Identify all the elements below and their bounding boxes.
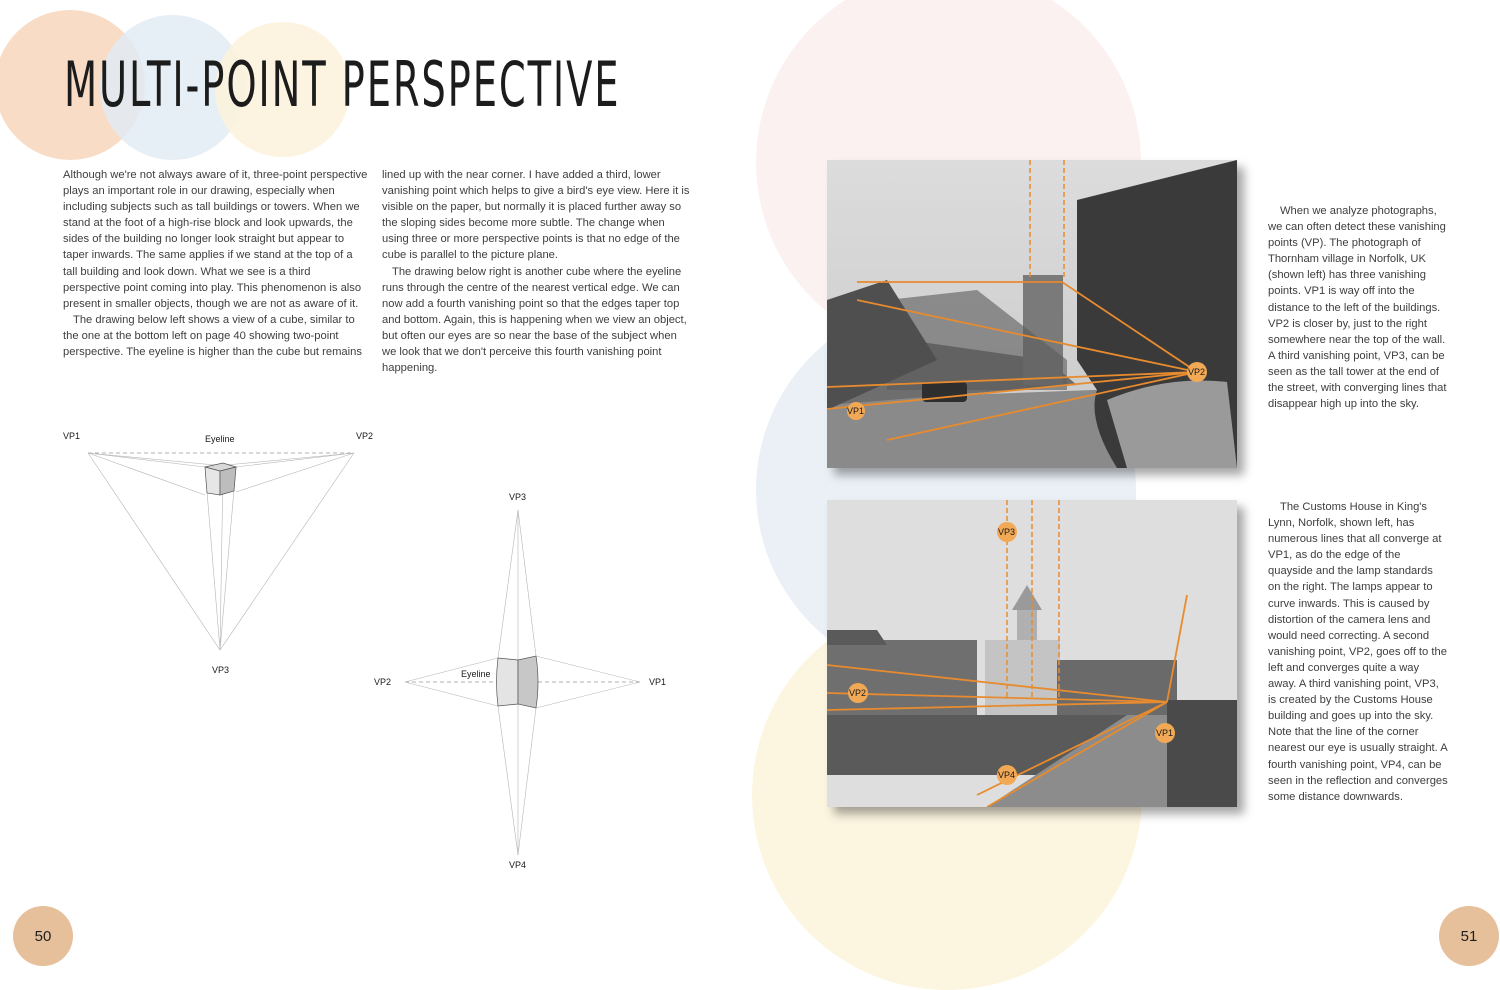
body-column-left [63,167,369,360]
page-title: MULTI-POINT PERSPECTIVE [64,48,621,121]
thornham-village-photo [827,160,1237,468]
caption-thornham [1268,203,1448,412]
vp1-label: VP1 [63,431,81,441]
vp3-label: VP3 [509,492,527,502]
vp3-marker: VP3 [998,527,1016,537]
vp1-marker: VP1 [847,406,865,416]
vp2-marker: VP2 [849,688,867,698]
page-number-left: 50 [13,906,73,966]
vp1-label: VP1 [649,677,667,687]
paragraph: The drawing below left shows a view of a cube, similar to the one at the bottom left on page 40 showing two-point perspective. The eyeline is higher than the cube but remains [63,313,362,359]
vp4-marker: VP4 [998,770,1016,780]
eyeline-label: Eyeline [461,669,491,679]
paragraph: The drawing below right is another cube where the eyeline runs through the centre of the nearest vertical edge. We can now add a fourth vanishing point so that the edges taper top and bottom. Again, this is happening when we view an object, but often our eyes are so near the base of the subject when we look that we don't perceive this fourth vanishing point happening. [382,265,687,375]
paragraph: lined up with the near corner. I have added a third, lower vanishing point which helps to give a bird's eye view. Here it is visible on the paper, but normally it is placed further away so the sloping sides become more subtle. The change when using three or more perspective points is that no edge of the cube is parallel to the picture plane. [382,169,690,262]
eyeline-label: Eyeline [205,434,235,444]
vp4-label: VP4 [509,860,527,870]
customs-house-photo [827,500,1237,807]
caption-text: When we analyze photographs, we can often detect these vanishing points (VP). The photograph of Thornham village in Norfolk, UK (shown left) has three vanishing points. VP1 is way off into the distance to the left of the buildings. VP2 is closer by, just to the right somewhere near the top of the wall. A third vanishing point, VP3, can be seen as the tall tower at the end of the street, with converging lines that disappear high up into the sky. [1268,205,1447,411]
page-number-right: 51 [1439,906,1499,966]
vp2-label: VP2 [374,677,392,687]
vp1-marker: VP1 [1156,728,1174,738]
caption-text: The Customs House in King's Lynn, Norfolk, shown left, has numerous lines that all converge at VP1, as do the edge of the quayside and the lamp standards on the right. The lamps appear to curve inwards. This is caused by distortion of the camera lens and would need correcting. A second vanishing point, VP2, goes off to the left and converges quite a way away. A third vanishing point, VP3, is created by the Customs House building and goes up into the sky. Note that the line of the corner nearest our eye is usually straight. A fourth vanishing point, VP4, can be seen in the reflection and converges some distance downwards. [1268,501,1448,803]
vp3-label: VP3 [212,665,230,675]
three-point-cube-diagram [60,425,380,685]
four-point-cube-diagram [370,488,670,873]
vp2-marker: VP2 [1188,367,1206,377]
body-column-middle [382,167,690,376]
vp2-label: VP2 [356,431,374,441]
paragraph: Although we're not always aware of it, three-point perspective plays an important role in our drawing, especially when including subjects such as tall buildings or towers. When we stand at the foot of a high-rise block and look upwards, the sides of the building no longer look straight but appear to taper inwards. The same applies if we stand at the top of a tall building and look down. What we see is a third perspective point coming into play. This phenomenon is also present in smaller objects, though we are not as aware of it. [63,169,368,310]
caption-customs-house [1268,499,1448,805]
